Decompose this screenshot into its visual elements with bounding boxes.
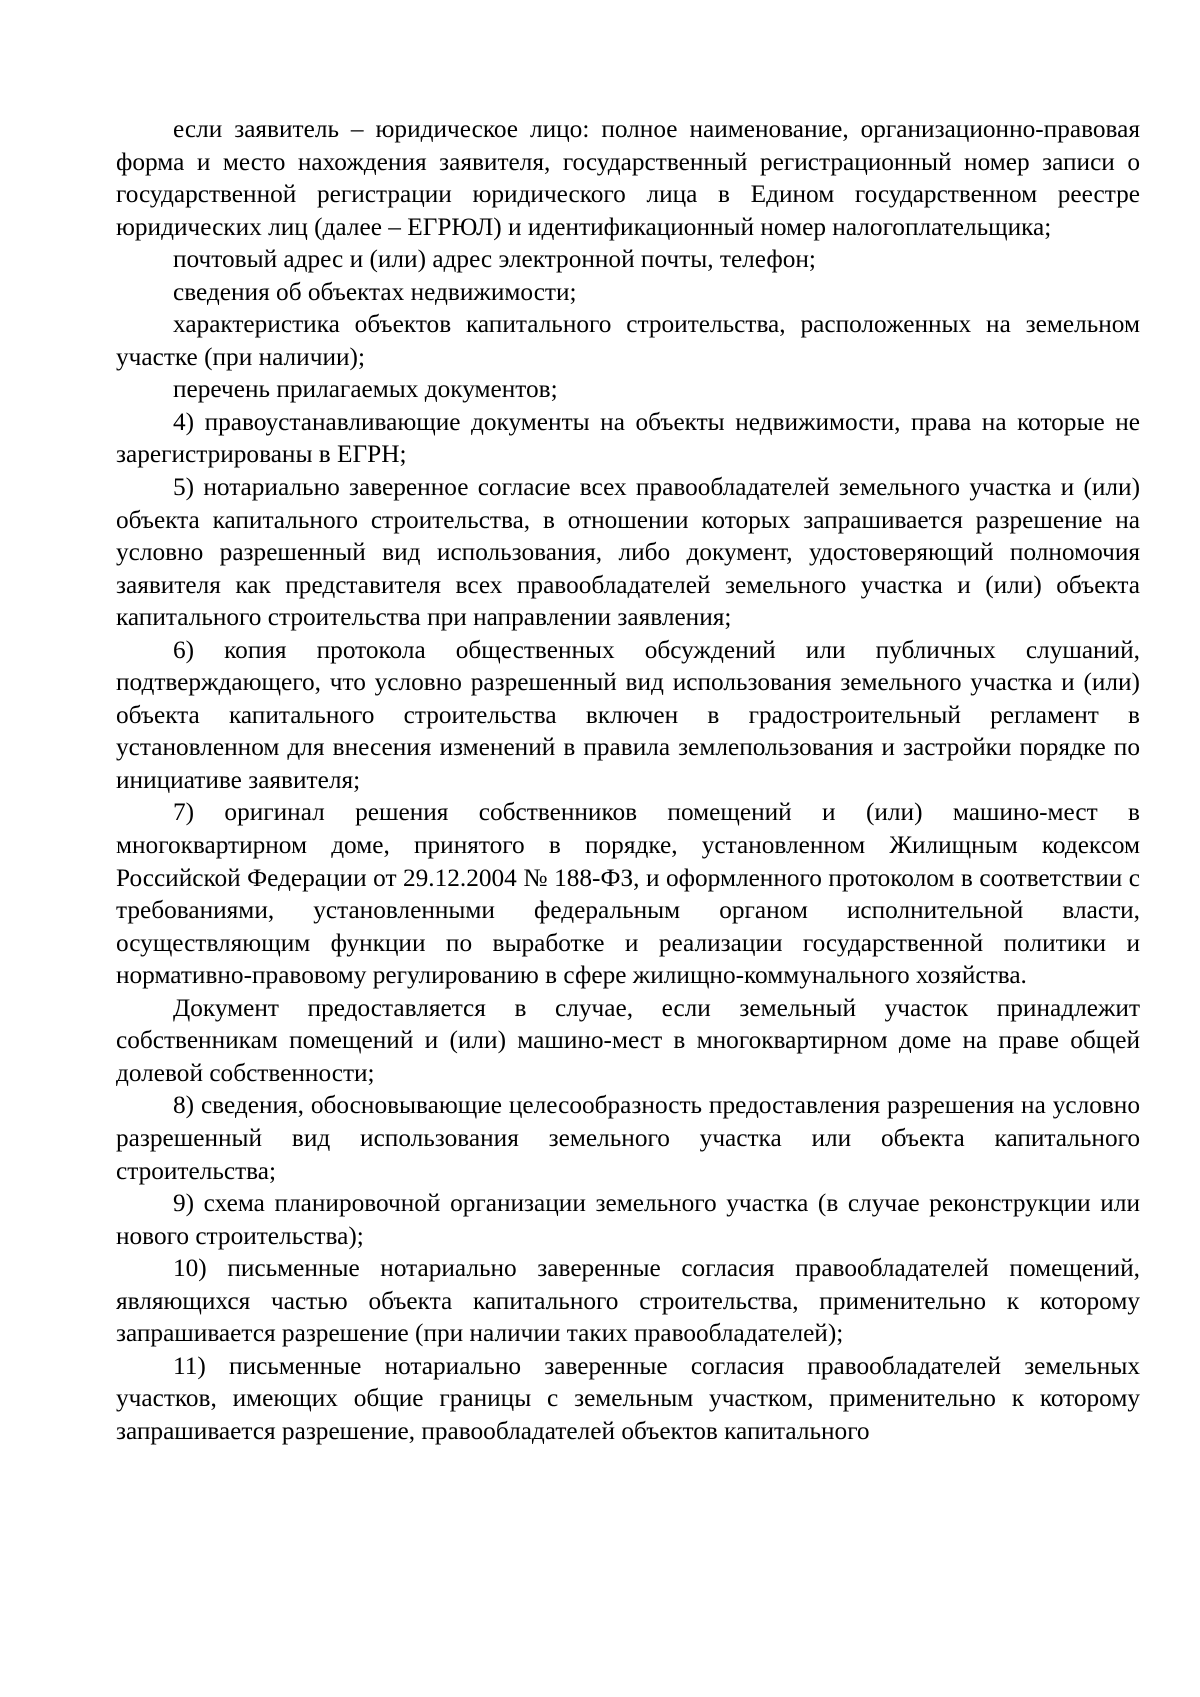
paragraph-real-estate-info: сведения об объектах недвижимости;	[173, 277, 577, 306]
paragraph-item-8: 8) сведения, обосновывающие целесообразность предоставления разрешения на условно разрешенный вид использования земельного участка или объекта капитального строительства;	[116, 1091, 1140, 1185]
paragraph-item-7-note: Документ предоставляется в случае, если земельный участок принадлежит собственникам помещений и (или) машино-мест в многоквартирном доме на праве общей долевой собственности;	[116, 993, 1140, 1087]
paragraph-item-5: 5) нотариально заверенное согласие всех правообладателей земельного участка и (или) объекта капитального строительства, в отношении которых запрашивается разрешение на условно разрешенный вид использования, либо документ, удостоверяющий полномочия заявителя как представителя всех правообладателей земельного участка и (или) объекта капитального строительства при направлении заявления;	[116, 473, 1140, 632]
paragraph-attached-documents: перечень прилагаемых документов;	[173, 375, 558, 404]
paragraph-item-4: 4) правоустанавливающие документы на объекты недвижимости, права на которые не зарегистрированы в ЕГРН;	[116, 407, 1140, 469]
paragraph-postal-address: почтовый адрес и (или) адрес электронной почты, телефон;	[173, 245, 816, 274]
paragraph-item-7: 7) оригинал решения собственников помещений и (или) машино-мест в многоквартирном доме, принятого в порядке, установленном Жилищным кодексом Российской Федерации от 29.12.2004 № 188-ФЗ, и оформленного протоколом в соответствии с требованиями, установленными федеральным органом исполнительной власти, осуществляющим функции по выработке и реализации государственной политики и нормативно-правовому регулированию в сфере жилищно-коммунального хозяйства.	[116, 798, 1140, 990]
paragraph-applicant-legal-entity: если заявитель – юридическое лицо: полное наименование, организационно-правовая форма и место нахождения заявителя, государственный регистрационный номер записи о государственной регистрации юридического лица в Едином государственном реестре юридических лиц (далее – ЕГРЮЛ) и идентификационный номер налогоплательщика;	[116, 115, 1140, 241]
paragraph-capital-objects: характеристика объектов капитального строительства, расположенных на земельном участке (при наличии);	[116, 310, 1140, 371]
paragraph-item-9: 9) схема планировочной организации земельного участка (в случае реконструкции или нового строительства);	[116, 1189, 1140, 1250]
paragraph-item-6: 6) копия протокола общественных обсуждений или публичных слушаний, подтверждающего, что условно разрешенный вид использования земельного участка и (или) объекта капитального строительства включен в градостроительный регламент в установленном для внесения изменений в правила землепользования и застройки порядке по инициативе заявителя;	[116, 635, 1140, 794]
paragraph-item-10: 10) письменные нотариально заверенные согласия правообладателей помещений, являющихся частью объекта капитального строительства, применительно к которому запрашивается разрешение (при наличии таких правообладателей);	[116, 1254, 1140, 1348]
paragraph-item-11: 11) письменные нотариально заверенные согласия правообладателей земельных участков, имеющих общие границы с земельным участком, применительно к которому запрашивается разрешение, правообладателей объектов капитального	[116, 1351, 1140, 1445]
document-body	[116, 113, 1140, 1447]
